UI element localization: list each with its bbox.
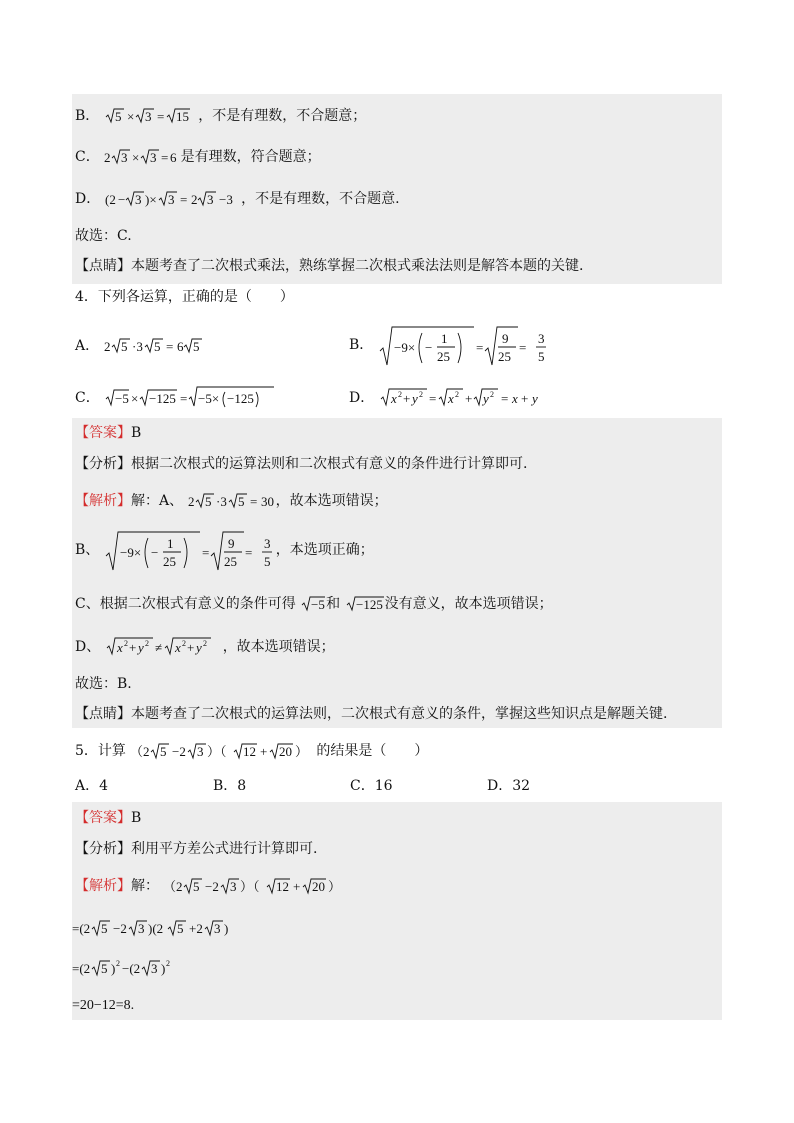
solution-connector: 和 xyxy=(326,596,341,612)
prev-b-expression xyxy=(104,106,194,126)
comment-tag: 【点睛】 xyxy=(75,258,131,274)
solution-tag: 【解析】 xyxy=(75,878,131,894)
svg-text:x: x xyxy=(116,640,123,655)
solution-prefix: 解： xyxy=(131,878,159,894)
svg-text:): ) xyxy=(111,961,116,976)
prev-d-text: ，不是有理数，不合题意. xyxy=(241,191,400,207)
option-value: 4 xyxy=(99,778,109,794)
q4-answer-line xyxy=(75,423,141,443)
svg-text:25: 25 xyxy=(436,349,450,364)
svg-text:12: 12 xyxy=(276,879,290,894)
option-value: 32 xyxy=(512,778,531,794)
solution-prefix: 解：A、 xyxy=(131,493,184,509)
q5-analysis-line xyxy=(75,839,317,859)
q5-option-b xyxy=(213,776,246,796)
q5-solution-box xyxy=(72,802,722,1020)
q5-step-2-expression xyxy=(72,957,172,979)
comment-text: 本题考查了二次根式的运算法则，二次根式有意义的条件，掌握这些知识点是解题关键. xyxy=(131,706,668,722)
svg-text:25: 25 xyxy=(223,554,237,569)
option-label: D． xyxy=(349,390,375,406)
svg-text:2: 2 xyxy=(187,494,195,509)
option-label: C． xyxy=(75,390,100,406)
svg-text:): ) xyxy=(224,921,229,936)
svg-text:+: + xyxy=(186,640,195,655)
svg-text:3: 3 xyxy=(144,109,152,124)
svg-text:+: + xyxy=(293,879,301,894)
svg-text:=: = xyxy=(161,150,169,165)
prev-option-c-line xyxy=(75,147,321,167)
option-label: A． xyxy=(75,778,100,794)
svg-text:25: 25 xyxy=(497,349,511,364)
svg-text:3: 3 xyxy=(206,192,214,207)
svg-text:−9×: −9× xyxy=(119,545,141,560)
q5-step-2 xyxy=(72,957,172,979)
svg-text:=(2: =(2 xyxy=(72,961,91,976)
svg-text:y: y xyxy=(195,640,202,655)
svg-text:）（: ）（ xyxy=(207,744,227,759)
svg-text:−5: −5 xyxy=(311,597,326,612)
q5-stem xyxy=(75,740,428,762)
q5-step-1 xyxy=(72,917,232,939)
svg-text:×: × xyxy=(126,109,135,124)
svg-text:x: x xyxy=(447,391,454,406)
q5-option-c xyxy=(350,776,393,796)
solution-tag: 【解析】 xyxy=(75,493,131,509)
prev-d-expression xyxy=(105,189,237,209)
svg-text:3: 3 xyxy=(121,150,128,165)
comment-text: 本题考查了二次根式乘法，熟练掌握二次根式乘法法则是解答本题的关键. xyxy=(131,258,584,274)
svg-text:5: 5 xyxy=(120,339,128,354)
svg-text:2: 2 xyxy=(144,639,149,648)
svg-text:5: 5 xyxy=(237,494,245,509)
q4-option-d xyxy=(349,387,555,409)
svg-text:x: x xyxy=(511,391,518,406)
option-label: B． xyxy=(213,778,238,794)
prev-c-text: 是有理数，符合题意； xyxy=(180,149,321,165)
svg-text:=: = xyxy=(475,340,484,355)
q4-sol-b-expression xyxy=(104,530,276,574)
svg-text:+: + xyxy=(128,640,137,655)
q4-solution-c-line xyxy=(75,594,553,614)
analysis-text: 根据二次根式的运算法则和二次根式有意义的条件进行计算即可. xyxy=(131,456,528,472)
prev-option-b-line xyxy=(75,106,366,127)
option-label: C． xyxy=(75,149,100,165)
solution-prefix: D、 xyxy=(75,639,101,655)
solution-text: 没有意义，故本选项错误； xyxy=(384,596,553,612)
svg-text:−2: −2 xyxy=(205,879,220,894)
svg-text:−(2: −(2 xyxy=(122,961,141,976)
svg-text:3: 3 xyxy=(151,961,158,976)
solution-prefix: B、 xyxy=(75,542,100,558)
svg-text:9: 9 xyxy=(501,331,509,346)
svg-text:3: 3 xyxy=(138,921,145,936)
svg-text:5: 5 xyxy=(114,109,122,124)
svg-text:x: x xyxy=(390,391,397,406)
q4-choice: 故选：B. xyxy=(75,676,132,692)
prev-comment-line xyxy=(75,256,583,276)
svg-text:2: 2 xyxy=(104,150,111,165)
svg-text:6: 6 xyxy=(176,339,184,354)
solution-prefix: C、根据二次根式有意义的条件可得 xyxy=(75,596,296,612)
svg-text:20: 20 xyxy=(312,879,326,894)
svg-text:12: 12 xyxy=(243,744,257,759)
svg-text:）（: ）（ xyxy=(240,879,260,894)
svg-text:5: 5 xyxy=(101,961,108,976)
svg-text:·3: ·3 xyxy=(215,494,227,509)
svg-text:2: 2 xyxy=(397,390,402,399)
q4-solution-a-line xyxy=(75,491,388,511)
prev-option-d-line xyxy=(75,189,400,209)
svg-text:−3: −3 xyxy=(218,192,233,207)
svg-text:−: − xyxy=(150,545,159,560)
option-label: B． xyxy=(349,337,374,353)
svg-text:2: 2 xyxy=(116,959,120,968)
svg-text:5: 5 xyxy=(153,339,161,354)
solution-text: ，故本选项错误； xyxy=(275,493,388,509)
svg-text:=: = xyxy=(201,545,210,560)
svg-text:5: 5 xyxy=(160,744,167,759)
solution-text: ，本选项正确； xyxy=(275,542,374,558)
svg-text:+: + xyxy=(520,391,529,406)
q4-b-expression xyxy=(378,325,545,369)
q4-solution-b-line xyxy=(75,530,374,574)
svg-text:3: 3 xyxy=(230,879,237,894)
svg-text:−5: −5 xyxy=(115,391,130,406)
svg-text:=: = xyxy=(518,340,527,355)
svg-text:): ) xyxy=(161,961,166,976)
analysis-tag: 【分析】 xyxy=(75,456,131,472)
q4-stem: 4．下列各运算，正确的是（ ） xyxy=(75,289,294,305)
svg-text:=: = xyxy=(428,391,437,406)
svg-text:5: 5 xyxy=(177,921,184,936)
svg-text:=: = xyxy=(179,192,188,207)
q4-sol-d-expression xyxy=(105,636,223,658)
q4-option-b xyxy=(349,325,545,369)
q4-option-a xyxy=(75,336,200,356)
q4-d-expression xyxy=(379,387,555,409)
answer-tag: 【答案】 xyxy=(75,425,131,441)
svg-text:30: 30 xyxy=(260,494,274,509)
option-label: B． xyxy=(75,108,100,124)
option-value: 16 xyxy=(374,778,393,794)
svg-text:·3: ·3 xyxy=(131,339,143,354)
svg-text:)×: )× xyxy=(144,192,157,207)
svg-text:2: 2 xyxy=(181,639,186,648)
analysis-text: 利用平方差公式进行计算即可. xyxy=(131,841,318,857)
svg-text:−125: −125 xyxy=(355,597,383,612)
svg-text:≠: ≠ xyxy=(154,640,162,655)
svg-text:2: 2 xyxy=(190,192,198,207)
svg-text:3: 3 xyxy=(134,192,142,207)
svg-text:5: 5 xyxy=(192,339,200,354)
svg-text:−2: −2 xyxy=(172,744,187,759)
answer-value: B xyxy=(131,810,142,826)
svg-text:3: 3 xyxy=(197,744,204,759)
svg-text:=: = xyxy=(165,339,173,354)
svg-text:3: 3 xyxy=(263,536,271,551)
svg-text:3: 3 xyxy=(167,192,175,207)
option-label: C． xyxy=(350,778,375,794)
svg-text:x: x xyxy=(174,640,181,655)
svg-text:2: 2 xyxy=(103,339,111,354)
q4-analysis-line xyxy=(75,454,527,474)
svg-text:−: − xyxy=(424,340,433,355)
svg-text:=: = xyxy=(156,109,165,124)
q5-step-3: =20−12=8. xyxy=(72,998,135,1013)
svg-text:）: ） xyxy=(295,744,309,759)
answer-tag: 【答案】 xyxy=(75,810,131,826)
q4-sol-c-expression-2 xyxy=(345,594,385,614)
svg-text:5: 5 xyxy=(263,554,271,569)
svg-text:15: 15 xyxy=(175,109,189,124)
svg-text:3: 3 xyxy=(150,150,157,165)
svg-text:3: 3 xyxy=(214,921,221,936)
svg-text:2: 2 xyxy=(202,639,207,648)
q5-option-a xyxy=(75,776,108,796)
svg-text:=: = xyxy=(244,545,253,560)
svg-text:=: = xyxy=(249,494,257,509)
svg-text:25: 25 xyxy=(162,554,176,569)
svg-text:20: 20 xyxy=(279,744,293,759)
svg-text:1: 1 xyxy=(440,331,448,346)
svg-text:）: ） xyxy=(328,879,342,894)
option-label: D． xyxy=(487,778,513,794)
svg-text:2: 2 xyxy=(489,390,494,399)
prev-b-text: ，不是有理数，不合题意； xyxy=(198,109,367,124)
svg-text:=(2: =(2 xyxy=(72,921,91,936)
svg-text:2: 2 xyxy=(454,390,459,399)
svg-text:(2: (2 xyxy=(104,192,116,207)
svg-text:+: + xyxy=(402,391,411,406)
svg-text:=: = xyxy=(500,391,509,406)
q4-solution-d-line xyxy=(75,636,335,658)
comment-tag: 【点睛】 xyxy=(75,706,131,722)
svg-text:3: 3 xyxy=(537,331,545,346)
q5-step-1-expression xyxy=(72,917,232,939)
q4-comment-line xyxy=(75,704,667,724)
svg-text:−5×: −5× xyxy=(198,391,220,406)
svg-text:+: + xyxy=(464,391,473,406)
q5-stem-expression xyxy=(130,740,316,762)
svg-text:2: 2 xyxy=(123,639,128,648)
svg-text:y: y xyxy=(531,391,538,406)
svg-text:=: = xyxy=(180,391,188,406)
prev-choice: 故选：C. xyxy=(75,228,132,244)
svg-text:2: 2 xyxy=(418,390,423,399)
option-label: A． xyxy=(75,338,100,354)
svg-text:−2: −2 xyxy=(113,921,127,936)
svg-text:+: + xyxy=(260,744,268,759)
svg-text:y: y xyxy=(137,640,144,655)
svg-text:（2: （2 xyxy=(130,744,150,759)
svg-text:×: × xyxy=(131,391,139,406)
q4-a-expression xyxy=(104,336,200,356)
svg-text:5: 5 xyxy=(193,879,200,894)
svg-text:1: 1 xyxy=(166,536,174,551)
svg-text:5: 5 xyxy=(204,494,212,509)
analysis-tag: 【分析】 xyxy=(75,841,131,857)
svg-text:×: × xyxy=(132,150,140,165)
stem-prefix: 5．计算 xyxy=(75,743,126,759)
q5-solution-expression xyxy=(163,875,349,897)
svg-text:−125: −125 xyxy=(227,391,255,406)
svg-text:−9×: −9× xyxy=(393,340,415,355)
q4-sol-a-expression xyxy=(188,491,276,511)
svg-text:y: y xyxy=(482,391,489,406)
q5-solution-line xyxy=(75,875,349,897)
svg-text:+2: +2 xyxy=(189,921,203,936)
option-label: D． xyxy=(75,191,101,207)
q5-option-d xyxy=(487,776,530,796)
option-value: 8 xyxy=(237,778,247,794)
q4-c-expression xyxy=(104,386,276,410)
svg-text:y: y xyxy=(411,391,418,406)
svg-text:5: 5 xyxy=(537,349,545,364)
stem-suffix: 的结果是（ ） xyxy=(316,743,429,759)
svg-text:9: 9 xyxy=(227,536,235,551)
svg-text:−125: −125 xyxy=(149,391,177,406)
svg-text:2: 2 xyxy=(166,959,170,968)
svg-text:)(2: )(2 xyxy=(148,921,164,936)
svg-text:（2: （2 xyxy=(163,879,183,894)
q4-sol-c-expression-1 xyxy=(300,594,326,614)
q4-option-c xyxy=(75,386,276,410)
svg-text:−: − xyxy=(117,192,126,207)
q5-answer-line xyxy=(75,808,141,828)
answer-value: B xyxy=(131,425,142,441)
svg-text:6: 6 xyxy=(170,150,177,165)
solution-text: ，故本选项错误； xyxy=(222,639,335,655)
prev-c-expression xyxy=(104,147,176,167)
svg-text:5: 5 xyxy=(101,921,108,936)
